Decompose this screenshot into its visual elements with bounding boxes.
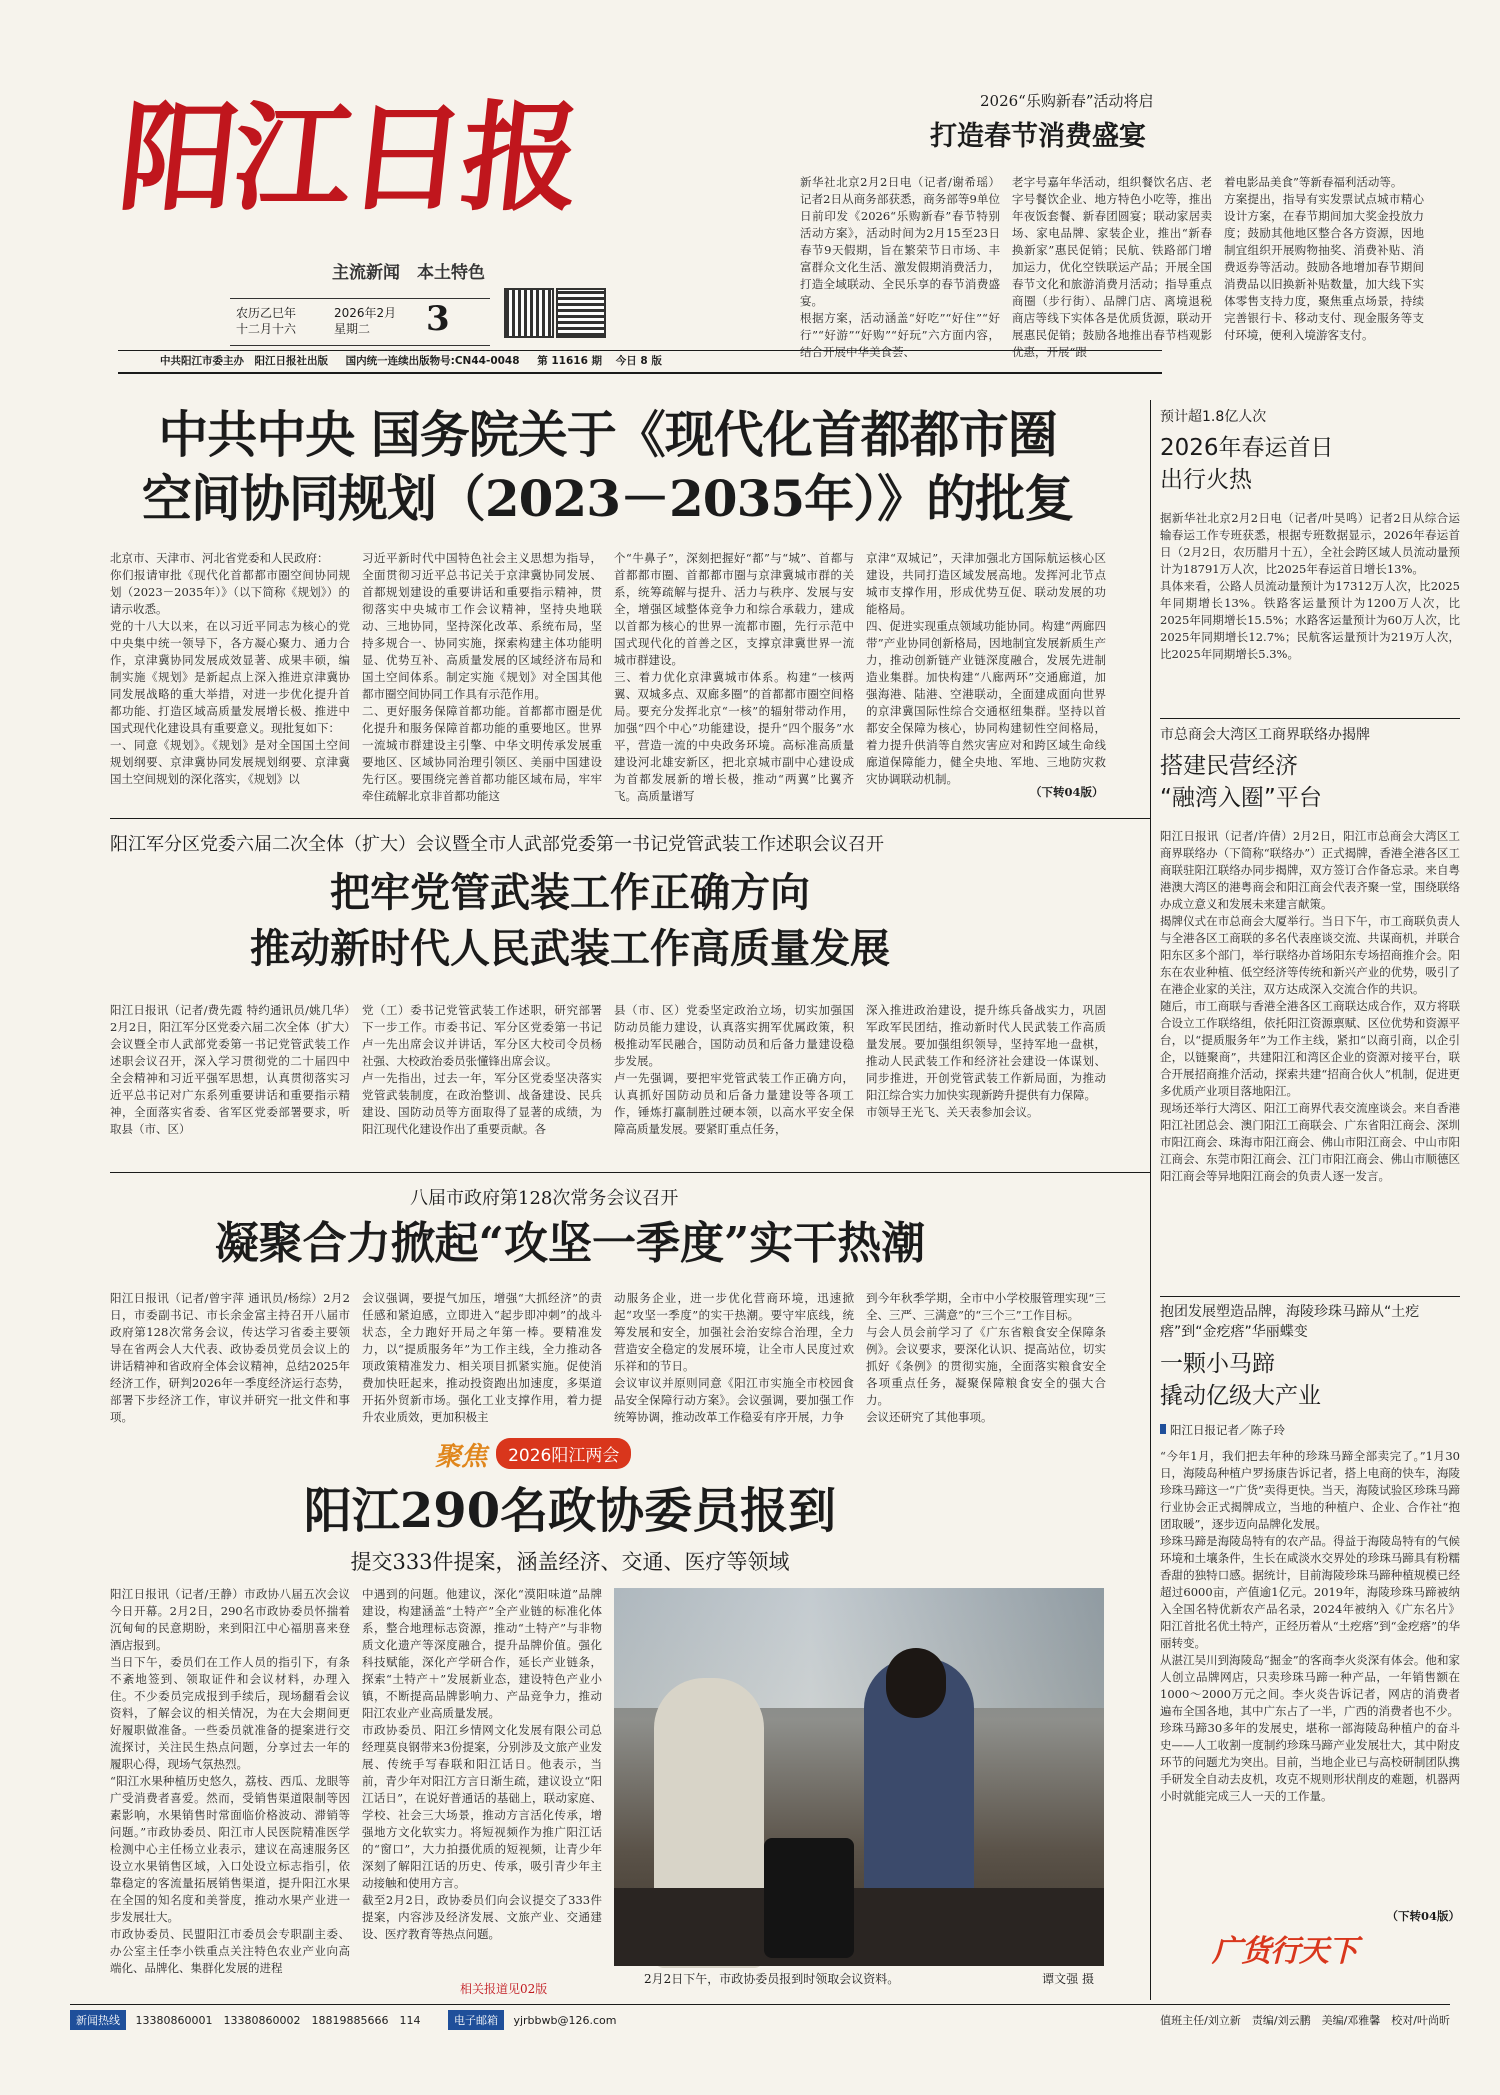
s1-body-text: 据新华社北京2月2日电（记者/叶昊鸣）记者2日从综合运输春运工作专班获悉，根据专班数据显示，2026年春运首日（2月2日，农历腊月十五），全社会跨区域人员流动量预计为18791万人次，比2025年春运首日增长13%。 具体来看，公路人员流动量预计为17312万人次，比2025年同期增长13%。铁路客运量预计为1200万人次，比2025年同期增长15.5%；水路客运量预计为60万人次，比2025年同期增长12.7%；民航客运量预计为219万人次，比2025年同期增长5.3%。 [1160, 511, 1460, 661]
military-col-2-text: 党（工）委书记党管武装工作述职，研究部署下一步工作。市委书记、军分区党委第一书记卢一先出席会议并讲话，军分区大校司令员杨社强、大校政治委员张懂锋出席会议。 卢一先指出，过去一年，军分区党委坚决落实党管武装制度，在政治整训、战备建设、民兵建设、国防动员等方面取得了显著的成绩，为阳江现代化建设作出了重要贡献。各 [362, 1003, 602, 1136]
military-kicker: 阳江军分区党委六届二次全体（扩大）会议暨全市人武部党委第一书记党管武装工作述职会议召开 [110, 834, 884, 855]
focus-col-1-text: 阳江日报讯（记者/王静）市政协八届五次会议今日开幕。2月2日，290名市政协委员怀揣着沉甸甸的民意期盼，来到阳江中心福朋喜来登酒店报到。 当日下午，委员们在工作人员的指引下，有条不紊地签到、领取证件和会议材料，办理入住。不少委员完成报到手续后，现场翻看会议资料，了解会议的相关情况，为在大会期间更好履职做准备。一些委员就准备的提案进行交流探讨，关注民生热点问题，分享过去一年的履职心得，现场气氛热烈。 “阳江水果种植历史悠久，荔枝、西瓜、龙眼等广受消费者喜爱。然而，受销售渠道限制等因素影响，水果销售时常面临价格波动、滞销等问题。”市政协委员、阳江市人民医院精准医学检测中心主任杨立业表示，建议在高速服务区设立水果销售区域，入口处设立标志指引，依靠稳定的客流量拓展销售渠道，提升阳江水果在全国的知名度和美誉度，推动水果产业进一步发展壮大。 市政协委员、民盟阳江市委员会专职副主委、办公室主任李小铁重点关注特色农业产业向高端化、品牌化、集群化发展的进程 [110, 1587, 350, 1975]
s1-kicker: 预计超1.8亿人次 [1160, 409, 1267, 425]
page-count: 今日 8 版 [615, 355, 662, 367]
gov-col-3-text: 动服务企业，进一步优化营商环境，迅速掀起“攻坚一季度”的实干热潮。要守牢底线，统筹发展和安全，加强社会治安综合治理，全力营造安全稳定的发展环境，让全市人民度过欢乐祥和的节日。 会议审议并原则同意《阳江市实施全市校园食品安全保障行动方案》。会议强调，要加强工作统筹协调，推动改革工作稳妥有序开展，力争 [614, 1291, 854, 1424]
gov-col-4-text: 到今年秋季学期，全市中小学校服管理实现“三全、三严、三满意”的“三个三”工作目标。 与会人员会前学习了《广东省粮食安全保障条例》。会议要求，要深化认识、提高站位，切实抓好《条例》的贯彻实施，全面落实粮食安全各项重点任务，凝聚保障粮食安全的强大合力。 会议还研究了其他事项。 [866, 1291, 1106, 1424]
main-col-1-text: 北京市、天津市、河北省党委和人民政府： 你们报请审批《现代化首都都市圈空间协同规划（2023－2035年）》（以下简称《规划》）的请示收悉。 党的十八大以来，在以习近平同志为核心的党中央集中统一领导下，各方凝心聚力、通力合作，京津冀协同发展成效显著、成果丰硕，编制实施《规划》是新起点上深入推进京津冀协同发展战略的重大举措，对进一步优化提升首都功能、打造区域高质量发展增长极、推进中国式现代化建设具有重要意义。现批复如下： 一、同意《规划》。《规划》是对全国国土空间规划纲要、京津冀协同发展规划纲要、京津冀国土空间规划的深化落实，《规划》以 [110, 551, 350, 786]
email-label: 电子邮箱 [448, 2010, 504, 2030]
masthead-rule [118, 350, 1162, 351]
byline-marker [1160, 1424, 1166, 1434]
photo-table [614, 1888, 1104, 1966]
sidebar-story-1 [1160, 406, 1460, 716]
main-headline-line1: 中共中央 国务院关于《现代化首都都市圈 [158, 405, 1057, 464]
top-story-col-1 [800, 174, 1000, 359]
top-story-col-3 [1224, 174, 1424, 344]
military-col-4 [866, 1002, 1106, 1156]
top-story-col-1-text: 新华社北京2月2日电（记者/谢希瑶）记者2日从商务部获悉，商务部等9单位日前印发《2026“乐购新春”春节特别活动方案》，活动时间为2月15至23日春节9天假期，旨在繁荣节日市场、丰富群众文化生活、激发假期消费活力，打造全域联动、全民乐享的春节消费盛宴。 根据方案，活动涵盖“好吃”“好住”“好行”“好游”“好购”“好玩”六方面内容，结合开展中华美食荟、 [800, 175, 1000, 359]
s2-kicker: 市总商会大湾区工商界联络办揭牌 [1160, 727, 1370, 743]
top-story-headline: 打造春节消费盛宴 [930, 121, 1146, 152]
photo-head-center [886, 1648, 946, 1718]
s3-kicker: 抱团发展塑造品牌，海陵珍珠马蹄从“土疙瘩”到“金疙瘩”华丽蝶变 [1160, 1304, 1420, 1340]
footer [70, 2010, 1450, 2034]
s3-headline-2: 撬动亿级大产业 [1160, 1383, 1321, 1409]
s2-body [1160, 828, 1460, 1284]
main-col-3 [614, 550, 854, 803]
s3-body [1160, 1448, 1460, 1908]
top-story-col-2-text: 老字号嘉年华活动，组织餐饮名店、老字号餐饮企业、地方特色小吃等，推出年夜饭套餐、新春团圆宴；联动家居卖场、家电品牌、家装企业，推出“新春换新家”惠民促销；民航、铁路部门增加运力，优化空铁联运产品；开展全国春节文化和旅游消费月活动；指导重点商圈（步行街）、品牌门店、离境退税商店等线下实体各是优质货源，联动开展惠民促销；鼓励各地推出春节档观影优惠，开展“跟 [1012, 175, 1212, 359]
qr-code-1 [506, 290, 552, 336]
focus-related: 相关报道见02版 [460, 1982, 548, 1996]
main-col-2 [362, 550, 602, 803]
sidebar-story-3 [1160, 1302, 1460, 2002]
main-story [70, 400, 1145, 810]
focus-photo [614, 1588, 1104, 1966]
s3-byline-text: 阳江日报记者／陈子玲 [1170, 1423, 1285, 1437]
staff-credits: 值班主任/刘立新 责编/刘云鹏 美编/邓雅馨 校对/叶尚昕 [1160, 2014, 1450, 2027]
cn-number: 国内统一连续出版物号:CN44-0048 [345, 355, 520, 367]
s1-headline-1: 2026年春运首日 [1160, 435, 1334, 461]
hotline-numbers: 13380860001 13380860002 18819885666 114 [135, 2014, 421, 2027]
sidebar-rule-1 [1160, 718, 1460, 719]
gov-story [70, 1174, 1145, 1434]
hotline-label: 新闻热线 [70, 2010, 126, 2030]
focus-col-2-text: 中遇到的问题。他建议，深化“漠阳味道”品牌建设，构建涵盖“土特产”全产业链的标准化体系，整合地理标志资源，推动“土特产”与非物质文化遗产等深度融合，提升品牌价值。强化科技赋能，深化产学研合作，延长产业链条，探索“土特产＋”发展新业态，建设特色产业小镇，不断提高品牌影响力、产品竞争力，推动阳江农业产业高质量发展。 市政协委员、阳江乡情网文化发展有限公司总经理莫良钢带来3份提案，分别涉及文旅产业发展、传统手写春联和阳江话日。他表示，当前，青少年对阳江方言日渐生疏，建议设立“阳江话日”，在说好普通话的基础上，联动家庭、学校、社会三大场景，推动方言活化传承，增强地方文化软实力。将短视频作为推广阳江话的“窗口”，大力拍摄优质的短视频，让青少年深刻了解阳江话的历史、传承，吸引青少年主动接触和使用方言。 截至2月2日，政协委员们向会议提交了333件提案，内容涉及经济发展、文旅产业、交通建设、医疗教育等热点问题。 [362, 1587, 602, 1941]
military-headline-line1: 把牢党管武装工作正确方向 [330, 869, 810, 916]
focus-col-2 [362, 1586, 602, 1976]
military-col-3 [614, 1002, 854, 1156]
photo-credit: 谭文强 摄 [1042, 1972, 1094, 1986]
date-strip [230, 298, 490, 346]
top-story-kicker: 2026“乐购新春”活动将启 [980, 92, 1154, 110]
divider-2 [110, 1172, 1150, 1173]
main-col-1 [110, 550, 350, 800]
military-col-3-text: 县（市、区）党委坚定政治立场，切实加强国防动员能力建设，认真落实拥军优属政策，积极推动军民融合，国防动员和后备力量建设稳步发展。 卢一先强调，要把牢党管武装工作正确方向，认真抓好国防动员和后备力量建设等各项工作，锤炼打赢制胜过硬本领，以高水平安全保障高质量发展。要紧盯重点任务， [614, 1003, 854, 1136]
brand-logo: 广货行天下 [1212, 1934, 1357, 1969]
s3-headline-1: 一颗小马蹄 [1160, 1351, 1275, 1377]
email-address: yjrbbwb@126.com [513, 2014, 617, 2027]
gov-col-2 [362, 1290, 602, 1428]
s3-continued: （下转04版） [1386, 1909, 1460, 1923]
photo-caption [614, 1970, 1104, 1987]
gov-kicker: 八届市政府第128次常务会议召开 [410, 1188, 679, 1209]
focus-col-1 [110, 1586, 350, 1996]
main-col-4 [866, 550, 1106, 784]
focus-badge-sub: 2026阳江两会 [496, 1438, 631, 1469]
main-col-2-text: 习近平新时代中国特色社会主义思想为指导，全面贯彻习近平总书记关于京津冀协同发展、首都规划建设的重要讲话和重要指示精神，贯彻落实中央城市工作会议精神，坚持央地联动、三地协同，坚持深化改革、系统布局，坚持多规合一、协同实施，探索构建主体功能明显、优势互补、高质量发展的区域经济布局和国土空间体系。制定实施《规划》对全国其他都市圈空间协同工作具有示范作用。 二、更好服务保障首都功能。首都都市圈是优化提升和服务保障首都功能的重要地区。世界一流城市群建设主引擎、中华文明传承发展重要地区、区域协同治理引领区、美丽中国建设先行区。要围绕完善首都功能区域布局，牢牢牵住疏解北京非首都功能这 [362, 551, 602, 803]
s2-headline-2: “融湾入圈”平台 [1160, 785, 1322, 811]
military-col-1 [110, 1002, 350, 1156]
focus-story [70, 1436, 1145, 2001]
focus-subheadline: 提交333件提案，涵盖经济、交通、医疗等领域 [350, 1550, 790, 1574]
gregorian-date: 2026年2月 星期二 [334, 306, 397, 336]
focus-headline: 阳江290名政协委员报到 [303, 1483, 837, 1539]
top-story [770, 90, 1460, 359]
masthead-logo: 阳江日报 [112, 88, 584, 227]
s3-byline [1160, 1422, 1460, 1438]
sidebar-story-2 [1160, 724, 1460, 1294]
footer-rule [70, 2004, 1450, 2005]
gov-col-1 [110, 1290, 350, 1428]
publisher-line [160, 352, 1160, 370]
sidebar-rule-2 [1160, 1296, 1460, 1297]
masthead-slogan: 主流新闻 本土特色 [332, 263, 485, 283]
divider-1 [110, 818, 1150, 819]
gov-headline: 凝聚合力掀起“攻坚一季度”实干热潮 [214, 1218, 926, 1269]
military-story [70, 820, 1145, 1170]
s1-headline-2: 出行火热 [1160, 467, 1252, 493]
photo-caption-text: 2月2日下午，市政协委员报到时领取会议资料。 [644, 1972, 900, 1986]
military-col-2 [362, 1002, 602, 1156]
military-col-4-text: 深入推进政治建设，提升练兵备战实力，巩固军政军民团结，推动新时代人民武装工作高质量发展。要加强组织领导，坚持军地一盘棋，推动人民武装工作和经济社会建设一体谋划、同步推进，开创党管武装工作新局面，为推动阳江综合实力加快实现新跨升提供有力保障。 市领导王光飞、关天表参加会议。 [866, 1003, 1106, 1119]
publisher: 中共阳江市委主办 阳江日报社出版 [160, 355, 328, 367]
main-headline-line2: 空间协同规划（2023－2035年）》的批复 [141, 469, 1074, 528]
masthead-rule-bottom [118, 372, 1162, 374]
main-col-3-text: 个“牛鼻子”，深刻把握好“都”与“城”、首都与首都都市圈、首都都市圈与京津冀城市群的关系，统筹疏解与提升、活力与秩序、发展与安全，增强区域整体竞争力和综合承载力，建成以首都为核心的世界一流都市圈，先行示范中国式现代化的首善之区，支撑京津冀世界一流城市群建设。 三、着力优化京津冀城市体系。构建“一核两翼、双城多点、双廊多圈”的首都都市圈空间格局。要充分发挥北京“一核”的辐射带动作用，加强“四个中心”功能建设，提升“四个服务”水平，营造一流的中央政务环境。高标准高质量建设河北雄安新区，把北京城市副中心建设成为首都发展新的增长极，推动“两翼”比翼齐飞。高质量谱写 [614, 551, 854, 803]
s2-headline-1: 搭建民营经济 [1160, 753, 1298, 779]
gov-col-4 [866, 1290, 1106, 1428]
top-story-col-3-text: 着电影品美食”等新春福利活动等。 方案提出，指导有实发票试点城市精心设计方案，在春节期间加大奖金投放力度；鼓励其他地区整合各方资源，因地制宜组织开展购物抽奖、消费补贴、消费返券等活动。鼓励各地增加春节期间消费品以旧换新补贴数量，加大线下实体零售支持力度，聚焦重点场景，持续完善银行卡、移动支付、现金服务等支付环境，便利入境游客支付。 [1224, 175, 1424, 342]
military-col-1-text: 阳江日报讯（记者/费先霞 特约通讯员/姚几华）2月2日，阳江军分区党委六届二次全体（扩大）会议暨全市人武部党委第一书记党管武装工作述职会议召开，深入学习贯彻党的二十届四中全会精神和习近平强军思想，认真贯彻落实习近平总书记对广东系列重要讲话和重要指示精神，全面落实省委、省军区党委部署要求，听取县（市、区） [110, 1003, 350, 1136]
main-continued: （下转04版） [1030, 785, 1104, 799]
gov-col-3 [614, 1290, 854, 1428]
focus-badge-label: 聚焦 [435, 1442, 488, 1472]
military-headline-line2: 推动新时代人民武装工作高质量发展 [250, 925, 890, 972]
sidebar-divider [1150, 400, 1151, 2000]
top-story-col-2 [1012, 174, 1212, 359]
s3-body-text: “今年1月，我们把去年种的珍珠马蹄全部卖完了。”1月30日，海陵岛种植户罗扬康告诉记者，搭上电商的快车，海陵珍珠马蹄这一“广货”卖得更快。当天，海陵试验区珍珠马蹄行业协会正式揭牌成立，当地的种植户、企业、合作社“抱团取暖”，逐步迈向品牌化发展。 珍珠马蹄是海陵岛特有的农产品。得益于海陵岛特有的气候环境和土壤条件，生长在咸淡水交界处的珍珠马蹄具有粉糯香甜的独特口感。据统计，目前海陵珍珠马蹄种植规模已经超过6000亩，产值逾1亿元。2019年，海陵珍珠马蹄被纳入全国名特优新农产品名录，2024年被纳入《广东名片》阳江首批名优土特产，正经历着从“土疙瘩”到“金疙瘩”的华丽转变。 从湛江吴川到海陵岛“掘金”的客商李火炎深有体会。他和家人创立品牌网店，只卖珍珠马蹄一种产品，一年销售额在1000～2000万元之间。李火炎告诉记者，网店的消费者遍布全国各地，其中广东占了一半，广西的消费者也不少。 珍珠马蹄30多年的发展史，堪称一部海陵岛种植户的奋斗史——人工收割一度制约珍珠马蹄产业发展壮大，其中附皮环节的问题尤为突出。目前，当地企业已与高校研制团队携手研发全自动去皮机，攻克不规则形状削皮的难题，机器两小时就能完成三人一天的工作量。 [1160, 1449, 1460, 1803]
s1-body [1160, 510, 1460, 710]
s2-body-text: 阳江日报讯（记者/许倩）2月2日，阳江市总商会大湾区工商界联络办（下简称“联络办”）正式揭牌，香港全港各区工商联驻阳江联络办同步揭牌，双方签订合作备忘录。来自粤港澳大湾区的港粤商会和阳江商会代表齐聚一堂，围绕联络办成立意义和发展未来建言献策。 揭牌仪式在市总商会大厦举行。当日下午，市工商联负责人与全港各区工商联的多名代表座谈交流、共谋商机，并联合阳东区多个部门，举行联络办首场阳东专场招商推介会。阳东在农业种植、低空经济等传统和新兴产业的优势，吸引了在港企业家的关注，双方达成深入交流合作的共识。 随后，市工商联与香港全港各区工商联达成合作，双方将联合设立工作联络组，依托阳江资源禀赋、区位优势和资源平台，以“提质服务年”为工作主线，紧扣“以商引商，以企引企，以链聚商”，共建阳江和湾区企业的资源对接平台，联合开展招商推介活动，探索共建“招商合伙人”机制，促进更多优质产业项目落地阳江。 现场还举行大湾区、阳江工商界代表交流座谈会。来自香港阳江社团总会、澳门阳江工商联会、广东省阳江商会、深圳市阳江商会、珠海市阳江商会、佛山市阳江商会、中山市阳江商会、东莞市阳江商会、江门市阳江商会、佛山市顺德区阳江商会等异地阳江商会的负责人逐一发言。 [1160, 829, 1460, 1183]
main-col-4-text: 京津“双城记”，天津加强北方国际航运核心区建设，共同打造区域发展高地。发挥河北节点城市支撑作用，形成优势互促、联动发展的功能格局。 四、促进实现重点领域功能协同。构建“两廊四带”产业协同创新格局，因地制宜发展新质生产力，推动创新链产业链深度融合，发展先进制造业集群。加快构建“八廊两环”交通廊道，加强海港、陆港、空港联动，全面建成面向世界的京津冀国际性综合交通枢纽集群。坚持以首都安全保障为核心，协同构建韧性空间格局，着力提升供消等自然灾害应对和跨区域生命线廊道保障能力，健全央地、军地、三地防灾救灾协调联动机制。 [866, 551, 1106, 786]
day-number: 3 [426, 299, 450, 339]
qr-code-2 [558, 290, 604, 336]
focus-badge [435, 1436, 631, 1470]
gov-col-1-text: 阳江日报讯（记者/曾宇萍 通讯员/杨综）2月2日，市委副书记、市长余金富主持召开八届市政府第128次常务会议，传达学习省委主要领导在省两会人大代表、政协委员党员会议上的讲话精神和省政府全体会议精神，总结2025年经济工作，研判2026年一季度经济运行态势，部署下步经济工作，审议并研究一批文件和事项。 [110, 1291, 350, 1424]
gov-col-2-text: 会议强调，要提气加压，增强“大抓经济”的责任感和紧迫感，立即进入“起步即冲刺”的战斗状态，全力跑好开局之年第一棒。要精准发力，以“提质服务年”为工作主线，全力推动各项政策精准发力、相关项目抓紧实施。促使消费加快旺起来，推动投资跑出加速度，多渠道开拓外贸新市场。强化工业支撑作用，着力提升农业质效，更加积极主 [362, 1291, 602, 1424]
lunar-date: 农历乙巳年 十二月十六 [236, 306, 297, 336]
photo-bag [764, 1838, 854, 1958]
issue-number: 第 11616 期 [537, 355, 603, 367]
